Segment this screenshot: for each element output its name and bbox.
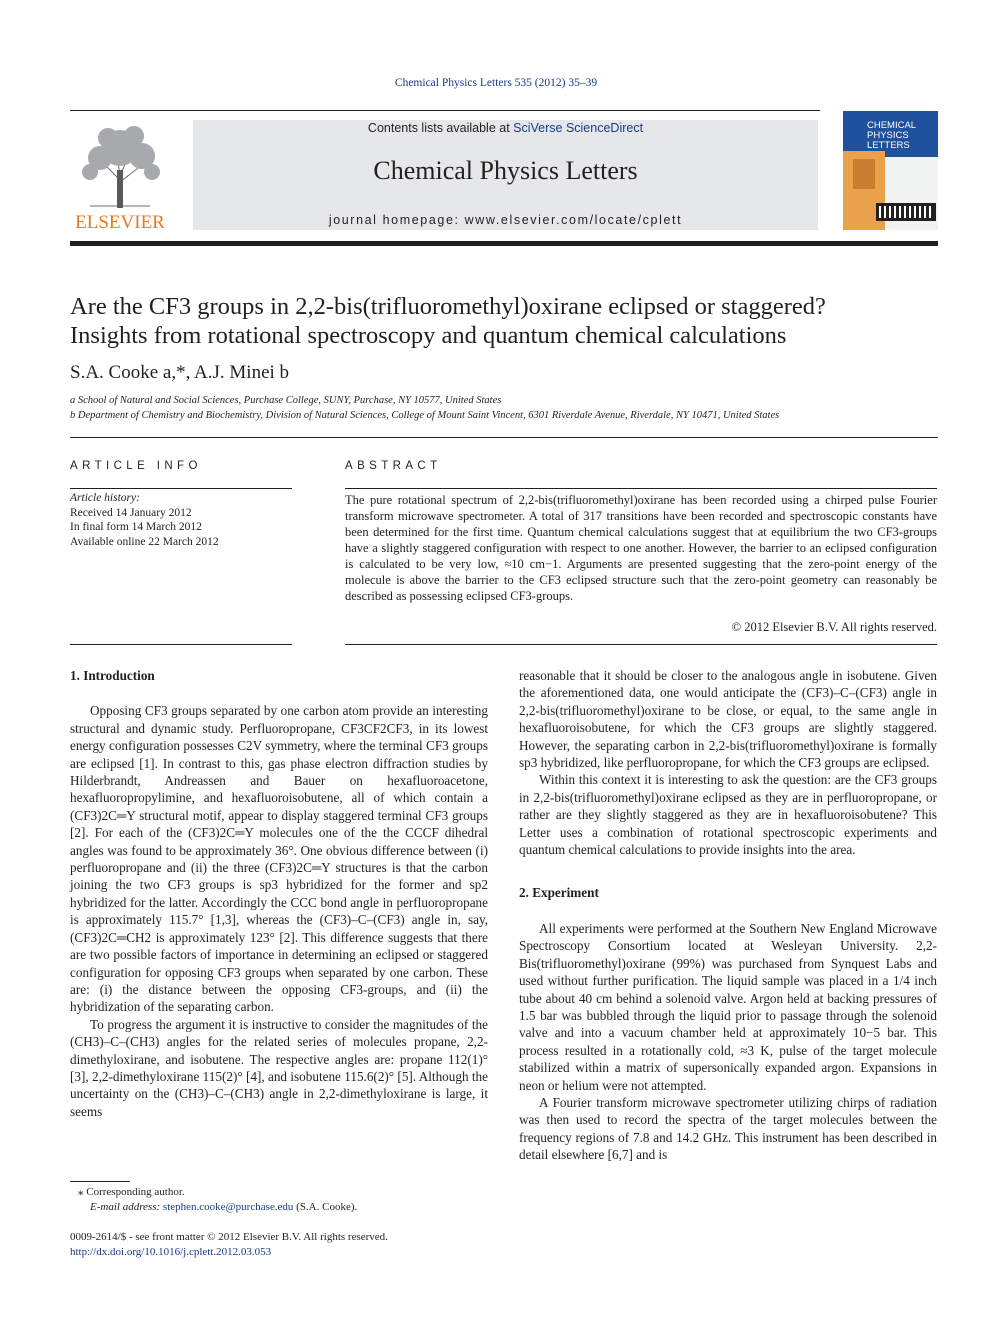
intro-paragraph-1: Opposing CF3 groups separated by one carbon atom provide an interesting structural and dynamic study. Perfluoropropane, CF3CF2CF3, in its lowest energy configuration possesses C2V symmetry, where the terminal CF3 groups are eclipsed [1]. In contrast to this, gas phase electron diffraction studies by Hilderbrandt, Andreassen and Bauer on hexafluoroacetone, hexafluoropropylimine, and hexafluoroisobutene, all of which contain a (CF3)2C═Y structural motif, appear to display staggered terminal CF3 groups [2]. For each of the (CF3)2C═Y molecules one of the the CCCF dihedral angles was found to be approximately 36°. One obvious difference between (i) perfluoropropane and (ii) the three (CF3)2C═Y structures is that the carbon joining the two CF3 groups is sp3 hybridized for the former and sp2 hybridized for the latter. Accordingly the CCC bond angle in perfluoropropane is approximately 115.7° [1,3], whereas the (CF3)–C–(CF3) angle in, say, (CF3)2C═CH2 is approximately 123° [2]. This difference suggests that there are two possible factors of importance in determining an eclipsed or staggered configuration for opposing CF3 groups when separated by one carbon. These are: (i) the distance between the opposing CF3-groups, and (ii) the hybridization of the separating carbon.: [70, 703, 488, 1015]
received-date: Received 14 January 2012: [70, 506, 192, 519]
contents-line: [193, 121, 818, 135]
journal-citation[interactable]: Chemical Physics Letters 535 (2012) 35–39: [394, 77, 598, 89]
article-title: [70, 292, 940, 350]
online-date: Available online 22 March 2012: [70, 535, 219, 548]
article-history: [70, 491, 292, 549]
history-label: Article history:: [70, 492, 140, 504]
journal-banner: [193, 120, 818, 230]
journal-cover: [843, 111, 938, 230]
abstract-text: The pure rotational spectrum of 2,2-bis(trifluoromethyl)oxirane has been recorded using a chirped pulse Fourier transform microwave spectrometer. A total of 317 transitions have been recorded and spectroscopic constants have been determined for the first time. Quantum chemical calculations suggest that at equilibrium the two CF3-groups have a slightly staggered configuration with respect to one another. However, the barrier to an eclipsed configuration is calculated to be very low, ≈10 cm−1. Arguments are presented suggesting that the zero-point energy of the molecule is above the barrier to the CF3 eclipsed structure such that the zero-point geometry can reasonably be described as possessing eclipsed CF3-groups.: [345, 493, 937, 603]
contents-prefix: Contents lists available at: [367, 121, 514, 135]
email-note: [70, 1200, 357, 1215]
experiment-paragraph-2: A Fourier transform microwave spectrometer utilizing chirps of radiation was then used to record the spectra of the target molecules between the frequency regions of 7.8 and 14.2 GHz. This instrument has been described in detail elsewhere [6,7] and is: [519, 1094, 937, 1163]
elsevier-logo: [70, 120, 170, 232]
intro-paragraph-2: To progress the argument it is instructive to consider the magnitudes of the (CH3)–C–(CH3) angles for the related series of molecules propane, 2,2-dimethyloxirane, and isobutene. The respective angles are: propane 112(1)° [3], 2,2-dimethyloxirane 115(2)° [4], and isobutene 115.6(2)° [5]. Although the uncertainty on the (CH3)–C–(CH3) angle in 2,2-dimethyloxirane is large, it seems: [70, 1016, 488, 1119]
email-link[interactable]: stephen.cooke@purchase.edu: [162, 1201, 294, 1213]
journal-homepage[interactable]: journal homepage: www.elsevier.com/locate/cplett: [328, 213, 683, 227]
abstract-rule: [345, 488, 937, 489]
intro-paragraph-4: Within this context it is interesting to ask the question: are the CF3 groups in 2,2-bis(trifluoromethyl)oxirane eclipsed as they are in perfluoropropane, or rather are they slightly staggered as they are in hexafluoroisobutene? This Letter uses a combination of rotational spectroscopic experiments and quantum chemical calculations to provide insights into the area.: [519, 772, 937, 858]
email-suffix: (S.A. Cooke).: [293, 1201, 358, 1213]
header-thick-rule: [70, 241, 938, 246]
revised-date: In final form 14 March 2012: [70, 521, 202, 533]
section-rule: [70, 437, 938, 438]
info-rule: [70, 488, 292, 489]
header-rule: [70, 110, 820, 111]
info-bottom-rule: [70, 644, 292, 645]
footnote-rule: [70, 1181, 130, 1182]
corresponding-author-note: ⁎ Corresponding author.: [78, 1186, 185, 1198]
cover-art-icon: [843, 151, 938, 230]
abstract-heading: ABSTRACT: [345, 460, 442, 472]
affiliation-b: b Department of Chemistry and Biochemistry, Division of Natural Sciences, College of Mount Saint Vincent, 6301 Riverdale Avenue, Riverdale, NY 10471, United States: [70, 410, 780, 421]
publisher-wordmark: ELSEVIER: [75, 212, 165, 232]
experiment-paragraph-1: All experiments were performed at the Southern New England Microwave Spectroscopy Consortium located at Wesleyan University. 2,2-Bis(trifluoromethyl)oxirane (99%) was purchased from Synquest Labs and used without further purification. The liquid sample was placed in a 1/4 inch tube about 40 cm behind a solenoid valve. Argon held at backing pressures of 1.5 bar was bubbled through the liquid prior to passage through the solenoid valve and into a vacuum chamber held at approximately 10−5 bar. This process resulted in a rotationally cold, ≈3 K, pulse of the target molecule stabilized within a matrix of supersonically expanded argon. Expansions in neon or helium were not attempted.: [519, 920, 937, 1093]
tree-icon: [70, 120, 170, 232]
abstract-copyright: © 2012 Elsevier B.V. All rights reserved.: [731, 620, 937, 634]
email-label: E-mail address:: [90, 1201, 163, 1213]
doi-link[interactable]: http://dx.doi.org/10.1016/j.cplett.2012.03.053: [70, 1246, 272, 1258]
title-line-2: Insights from rotational spectroscopy and quantum chemical calculations: [70, 322, 787, 349]
sciencedirect-link[interactable]: SciVerse ScienceDirect: [513, 121, 644, 135]
left-column: [70, 667, 488, 1120]
intro-paragraph-3: reasonable that it should be closer to the analogous angle in isobutene. Given the aforementioned data, one would anticipate the (CF3)–C–(CF3) angle in 2,2-bis(trifluoromethyl)oxirane to be close, or equal, to the same angle in hexafluoroisobutene, for which the CF3 groups are slightly staggered. However, the separating carbon in 2,2-bis(trifluoromethyl)oxirane is formally sp3 hybridized, like perfluoropropane, for which the CF3 groups are eclipsed.: [519, 668, 937, 771]
article-info-heading: ARTICLE INFO: [70, 460, 202, 472]
right-column: [519, 667, 937, 1164]
affiliation-a: a School of Natural and Social Sciences, Purchase College, SUNY, Purchase, NY 10577, United States: [70, 395, 502, 406]
abstract-bottom-rule: [345, 644, 937, 645]
experiment-heading: 2. Experiment: [519, 885, 599, 901]
intro-heading: 1. Introduction: [70, 668, 155, 683]
issn-line: 0009-2614/$ - see front matter © 2012 Elsevier B.V. All rights reserved.: [70, 1231, 388, 1243]
title-line-1: Are the CF3 groups in 2,2-bis(trifluoromethyl)oxirane eclipsed or staggered?: [70, 293, 826, 320]
author-list: S.A. Cooke a,*, A.J. Minei b: [70, 362, 290, 383]
cover-title: CHEMICAL PHYSICS LETTERS: [867, 120, 916, 151]
journal-title: Chemical Physics Letters: [373, 156, 638, 185]
